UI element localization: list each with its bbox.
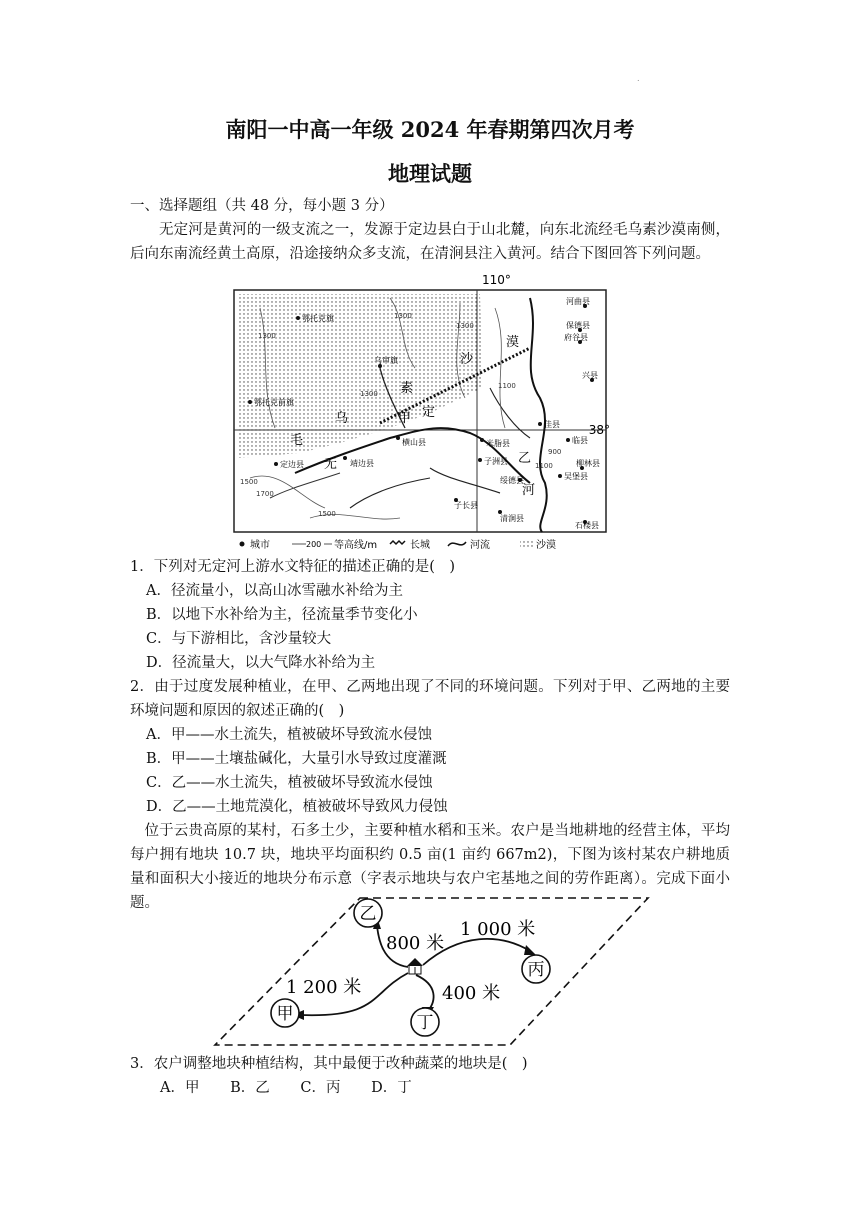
- plot-yi: 乙: [359, 904, 377, 924]
- place-label: 河曲县: [566, 297, 590, 306]
- intro-passage-2: 位于云贵高原的某村，石多土少，主要种植水稻和玉米。农户是当地耕地的经营主体，平均每户拥有地块 10.7 块，地块平均面积约 0.5 亩(1 亩约 667m2)，下图为该村某农户耕地质量和面积大小接近的地块分布示意（字表示地块与农户宅基地之间的劳作距离）。完成下面小题。: [130, 823, 730, 911]
- q1-option-a: A．径流量小，以高山冰雪融水补给为主: [146, 583, 403, 599]
- svg-text:200: 200: [306, 540, 322, 549]
- place-label: 鄂托克旗: [302, 314, 334, 323]
- area-label: 素: [400, 381, 414, 396]
- q3-option-d: D．丁: [371, 1080, 412, 1096]
- lat-label: 38°: [588, 423, 610, 437]
- place-label: 清涧县: [500, 514, 524, 523]
- contour-label: 1700: [256, 490, 274, 498]
- exam-subtitle: 地理试题: [388, 161, 472, 186]
- distance-ding: 400 米: [442, 983, 501, 1004]
- farm-plot-diagram: [210, 893, 650, 1053]
- area-label: 漠: [506, 335, 520, 350]
- contour-label: 1300: [258, 332, 276, 340]
- plot-ding: 丁: [416, 1013, 434, 1033]
- wuding-river-map: [230, 268, 610, 555]
- distance-jia: 1 200 米: [286, 977, 362, 998]
- place-label: 子长县: [454, 501, 478, 510]
- area-label: 无: [324, 457, 338, 472]
- svg-text:长城: 长城: [410, 540, 430, 551]
- place-label: 乌审旗: [374, 356, 398, 365]
- area-label: 甲: [398, 411, 412, 426]
- place-label: 吴堡县: [564, 472, 588, 481]
- q3-option-c: C．丙: [300, 1080, 341, 1096]
- place-label: 绥德县: [500, 476, 524, 485]
- q2-option-d: D．乙——土地荒漠化，植被破坏导致风力侵蚀: [146, 799, 448, 815]
- area-label: 乙: [518, 451, 532, 466]
- place-label: 佳县: [544, 420, 560, 429]
- contour-label: 1300: [394, 312, 412, 320]
- place-label: 子洲县: [484, 457, 508, 466]
- q1-option-c: C．与下游相比，含沙量较大: [146, 631, 332, 647]
- place-label: 保德县: [566, 321, 590, 330]
- place-label: 定边县: [280, 460, 304, 469]
- svg-text:城市: 城市: [250, 540, 270, 551]
- area-label: 河: [522, 483, 536, 498]
- corner-mark: .: [637, 74, 640, 83]
- svg-text:沙漠: 沙漠: [536, 540, 556, 551]
- contour-label: 1500: [318, 510, 336, 518]
- q1-option-d: D．径流量大，以大气降水补给为主: [146, 655, 376, 671]
- svg-text:等高线/m: 等高线/m: [334, 540, 378, 551]
- place-label: 临县: [572, 436, 588, 445]
- q2-option-a: A．甲——水土流失，植被破坏导致流水侵蚀: [146, 727, 432, 743]
- q3-option-a: A．甲: [160, 1080, 200, 1096]
- place-label: 靖边县: [350, 459, 374, 468]
- area-label: 毛: [290, 433, 304, 448]
- distance-bing: 1 000 米: [460, 919, 536, 940]
- svg-text:河流: 河流: [470, 540, 490, 551]
- place-label: 米脂县: [486, 439, 510, 448]
- q2-option-c: C．乙——水土流失，植被破坏导致流水侵蚀: [146, 775, 433, 791]
- contour-label: 1300: [360, 390, 378, 398]
- contour-label: 900: [548, 448, 562, 456]
- q1-option-b: B．以地下水补给为主，径流量季节变化小: [146, 607, 418, 623]
- place-label: 柳林县: [576, 459, 600, 468]
- contour-label: 1100: [498, 382, 516, 390]
- q3-option-b: B．乙: [230, 1080, 270, 1096]
- section-heading: 一、选择题组（共 48 分，每小题 3 分）: [130, 198, 394, 214]
- place-label: 兴县: [582, 371, 598, 380]
- intro-passage-1: 无定河是黄河的一级支流之一，发源于定边县白于山北麓，向东北流经毛乌素沙漠南侧，后向东南流经黄土高原，沿途接纳众多支流，在清涧县注入黄河。结合下图回答下列问题。: [130, 222, 730, 262]
- area-label: 沙: [460, 352, 474, 367]
- map-legend: [240, 538, 557, 551]
- question-2-stem: 2．由于过度发展种植业，在甲、乙两地出现了不同的环境问题。下列对于甲、乙两地的主要环境问题和原因的叙述正确的( ): [130, 679, 730, 719]
- area-label: 乌: [335, 411, 349, 426]
- q2-option-b: B．甲——土壤盐碱化，大量引水导致过度灌溉: [146, 751, 447, 767]
- place-label: 石楼县: [575, 521, 599, 530]
- lon-label: 110°: [482, 273, 511, 287]
- exam-title: 南阳一中高一年级 2024 年春期第四次月考: [225, 117, 635, 142]
- question-3-stem: 3．农户调整地块种植结构，其中最便于改种蔬菜的地块是( ): [130, 1056, 528, 1072]
- contour-label: 1300: [456, 322, 474, 330]
- place-label: 横山县: [402, 438, 426, 447]
- place-label: 府谷县: [564, 333, 588, 342]
- place-label: 鄂托克前旗: [254, 398, 294, 407]
- distance-yi: 800 米: [386, 933, 445, 954]
- contour-label: 1100: [535, 462, 553, 470]
- question-1-stem: 1．下列对无定河上游水文特征的描述正确的是( ): [130, 559, 456, 575]
- area-label: 定: [422, 405, 436, 420]
- plot-bing: 丙: [527, 960, 545, 980]
- plot-jia: 甲: [276, 1004, 294, 1024]
- q3-options: [160, 1076, 438, 1100]
- house-icon: [407, 958, 423, 974]
- contour-label: 1500: [240, 478, 258, 486]
